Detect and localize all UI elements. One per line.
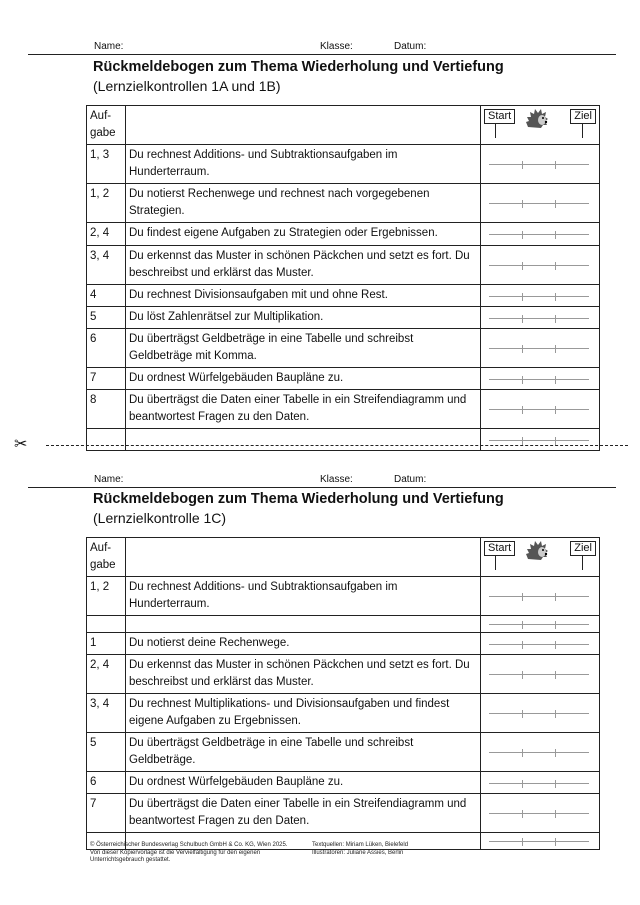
klasse-label: Klasse: [320,474,353,485]
scale-tick [522,293,523,301]
sheet1-subtitle: (Lernzielkontrollen 1A und 1B) [93,78,281,94]
scale-cell [481,307,600,329]
progress-scale[interactable] [489,596,589,597]
progress-scale[interactable] [489,265,589,266]
table-header-row [87,106,600,145]
ziel-marker [582,124,583,138]
copyright-line-1: © Österreichischer Bundesverlag Schulbuch GmbH & Co. KG, Wien 2025. [90,842,288,848]
scale-tick [522,345,523,353]
task-number: 7 [87,794,126,833]
task-description: Du überträgst die Daten einer Tabelle in ein Streifendiagramm und beantwortest Fragen zu den Daten. [126,794,481,833]
scale-tick [522,200,523,208]
task-description: Du rechnest Multiplikations- und Divisionsaufgaben und findest eigene Aufgaben zu Ergebnissen. [126,694,481,733]
start-marker [495,124,496,138]
progress-scale[interactable] [489,203,589,204]
task-description: Du notierst deine Rechenwege. [126,633,481,655]
scale-cell [481,833,600,850]
start-label: Start [484,541,515,556]
scale-tick [555,376,556,384]
progress-scale[interactable] [489,644,589,645]
table-row [87,285,600,307]
task-description: Du notierst Rechenwege und rechnest nach vorgegebenen Strategien. [126,184,481,223]
scale-tick [522,231,523,239]
scale-tick [555,200,556,208]
progress-scale[interactable] [489,318,589,319]
table-row [87,223,600,246]
scale-cell [481,616,600,633]
scale-cell [481,733,600,772]
scale-cell [481,246,600,285]
task-number: 3, 4 [87,246,126,285]
scale-tick [555,641,556,649]
progress-scale[interactable] [489,409,589,410]
task-number: 1, 2 [87,184,126,223]
dashed-divider [46,445,628,446]
table-header-row [87,538,600,577]
scale-tick [555,621,556,629]
description-column-header [126,538,481,577]
task-number: 7 [87,368,126,390]
table-row [87,246,600,285]
scale-tick [522,838,523,846]
copyright-line-2: Von dieser Kopiervorlage ist die Vervielfältigung für den eigenen [90,849,261,856]
scale-tick [555,262,556,270]
scale-tick [555,671,556,679]
task-number: 3, 4 [87,694,126,733]
task-column-header: Auf- gabe [87,538,126,577]
table-row [87,633,600,655]
task-number: 1, 2 [87,577,126,616]
task-description: Du erkennst das Muster in schönen Päckchen und setzt es fort. Du beschreibst und erklärst das Muster. [126,246,481,285]
task-description: Du überträgst Geldbeträge in eine Tabelle und schreibst Geldbeträge mit Komma. [126,329,481,368]
cut-line [14,438,628,452]
table-row [87,368,600,390]
progress-scale[interactable] [489,164,589,165]
sheet2-title: Rückmeldebogen zum Thema Wiederholung und Vertiefung [93,491,504,507]
scale-tick [555,838,556,846]
scissors-icon: ✂ [14,436,28,453]
scale-tick [522,671,523,679]
hedgehog-icon [525,108,549,130]
sheet1-title: Rückmeldebogen zum Thema Wiederholung und Vertiefung [93,59,504,75]
task-description: Du ordnest Würfelgebäuden Baupläne zu. [126,368,481,390]
table-row [87,794,600,833]
task-description: Du löst Zahlenrätsel zur Multiplikation. [126,307,481,329]
table-row [87,307,600,329]
table-row [87,655,600,694]
name-label: Name: [94,474,124,485]
description-column-header [126,106,481,145]
scale-cell [481,390,600,429]
scale-tick [522,161,523,169]
footer-credits [312,842,408,857]
scale-tick [522,641,523,649]
task-description: Du findest eigene Aufgaben zu Strategien oder Ergebnissen. [126,223,481,246]
ziel-label: Ziel [570,541,596,556]
scale-cell [481,655,600,694]
scale-tick [522,810,523,818]
table-row [87,772,600,794]
table-row [87,184,600,223]
header-line-2 [28,473,616,488]
table-row [87,577,600,616]
scale-cell [481,285,600,307]
task-column-header: Auf- gabe [87,106,126,145]
task-description [126,616,481,633]
progress-scale[interactable] [489,674,589,675]
credits-line-2: Illustratoren: Juliane Assies, Berlin [312,849,404,856]
task-description: Du ordnest Würfelgebäuden Baupläne zu. [126,772,481,794]
task-number: 8 [87,390,126,429]
scale-tick [555,710,556,718]
table-row [87,329,600,368]
sheet2-subtitle: (Lernzielkontrolle 1C) [93,510,227,526]
task-number: 2, 4 [87,655,126,694]
task-number: 2, 4 [87,223,126,246]
scale-tick [522,406,523,414]
feedback-table-1 [86,105,600,451]
task-number: 4 [87,285,126,307]
feedback-table-2 [86,537,600,850]
scale-tick [522,376,523,384]
scale-cell [481,329,600,368]
scale-tick [555,749,556,757]
task-number: 1 [87,633,126,655]
scale-cell [481,184,600,223]
scale-cell [481,145,600,184]
hedgehog-icon [525,540,549,562]
scale-cell [481,577,600,616]
progress-scale[interactable] [489,379,589,380]
task-number [87,616,126,633]
header-line-1 [28,40,616,55]
table-row [87,390,600,429]
klasse-label: Klasse: [320,41,353,52]
task-number: 6 [87,329,126,368]
scale-cell [481,794,600,833]
scale-tick [555,345,556,353]
task-number: 1, 3 [87,145,126,184]
task-description: Du rechnest Divisionsaufgaben mit und ohne Rest. [126,285,481,307]
task-description: Du rechnest Additions- und Subtraktionsaufgaben im Hunderterraum. [126,577,481,616]
progress-scale[interactable] [489,296,589,297]
progress-scale[interactable] [489,783,589,784]
scale-cell [481,223,600,246]
ziel-marker [582,556,583,570]
scale-column-header [481,106,600,145]
copyright-line-3: Unterrichtsgebrauch gestattet. [90,857,171,863]
task-description: Du überträgst die Daten einer Tabelle in ein Streifendiagramm und beantwortest Fragen zu den Daten. [126,390,481,429]
table-row [87,616,600,633]
scale-tick [522,710,523,718]
task-number: 6 [87,772,126,794]
scale-column-header [481,538,600,577]
table-row [87,733,600,772]
scale-tick [555,593,556,601]
scale-tick [522,780,523,788]
name-label: Name: [94,41,124,52]
scale-tick [555,293,556,301]
start-label: Start [484,109,515,124]
progress-scale[interactable] [489,624,589,625]
scale-tick [555,315,556,323]
table-row [87,145,600,184]
scale-cell [481,694,600,733]
scale-tick [555,780,556,788]
datum-label: Datum: [394,474,427,485]
task-description: Du überträgst Geldbeträge in eine Tabelle und schreibst Geldbeträge. [126,733,481,772]
scale-cell [481,633,600,655]
scale-tick [555,231,556,239]
scale-tick [522,315,523,323]
task-description: Du rechnest Additions- und Subtraktionsaufgaben im Hunderterraum. [126,145,481,184]
start-marker [495,556,496,570]
progress-scale[interactable] [489,713,589,714]
scale-tick [555,406,556,414]
credits-line-1: Textquellen: Miriam Lüken, Bielefeld [312,842,409,848]
scale-tick [522,593,523,601]
progress-scale[interactable] [489,234,589,235]
progress-scale[interactable] [489,841,589,842]
table-row [87,694,600,733]
ziel-label: Ziel [570,109,596,124]
scale-tick [555,161,556,169]
scale-tick [555,810,556,818]
progress-scale[interactable] [489,348,589,349]
progress-scale[interactable] [489,813,589,814]
scale-tick [522,749,523,757]
task-number: 5 [87,733,126,772]
footer-copyright [90,842,288,865]
task-description: Du erkennst das Muster in schönen Päckchen und setzt es fort. Du beschreibst und erklärst das Muster. [126,655,481,694]
scale-cell [481,368,600,390]
datum-label: Datum: [394,41,427,52]
scale-tick [522,262,523,270]
progress-scale[interactable] [489,752,589,753]
task-number: 5 [87,307,126,329]
scale-cell [481,772,600,794]
scale-tick [522,621,523,629]
